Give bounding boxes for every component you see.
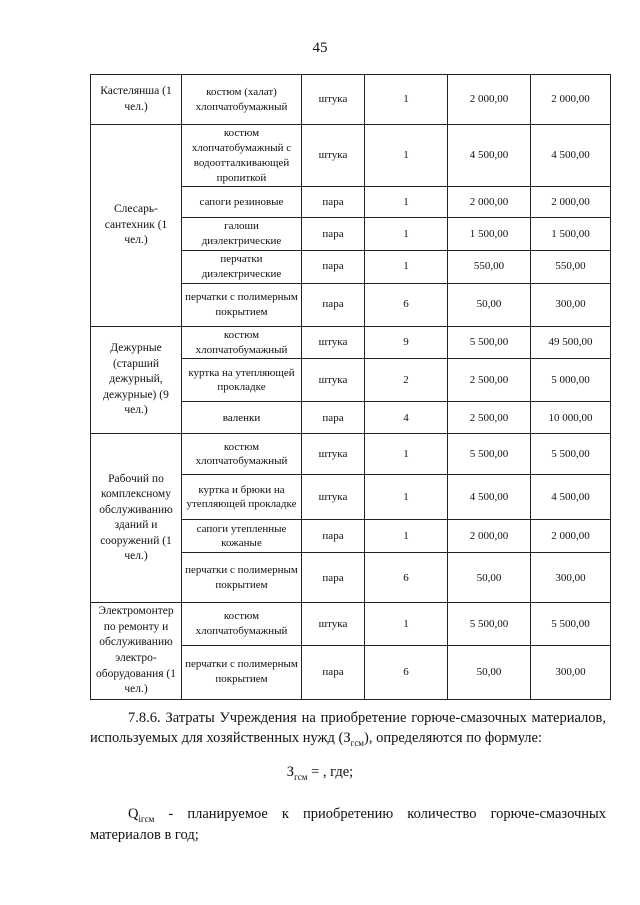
unit-cell: штука: [302, 75, 365, 125]
item-cell: куртка на утепляющей прокладке: [182, 359, 302, 402]
total-cell: 300,00: [531, 645, 611, 699]
item-cell: костюм хлопчатобумажный: [182, 326, 302, 359]
total-cell: 5 500,00: [531, 603, 611, 645]
qty-cell: 1: [365, 218, 448, 251]
quantity-definition-paragraph: $Q_{iгсм}$ - планируемое к приобретению количество горюче-смазочных материалов в год;: [90, 806, 606, 844]
total-cell: 49 500,00: [531, 326, 611, 359]
unit-cell: пара: [302, 553, 365, 603]
total-cell: 5 000,00: [531, 359, 611, 402]
item-cell: костюм (халат) хлопчатобумажный: [182, 75, 302, 125]
qty-cell: 6: [365, 645, 448, 699]
qty-cell: 1: [365, 251, 448, 284]
unit-cell: штука: [302, 434, 365, 475]
total-cell: 10 000,00: [531, 402, 611, 434]
total-cell: 4 500,00: [531, 475, 611, 520]
unit-cell: пара: [302, 187, 365, 218]
total-cell: 2 000,00: [531, 75, 611, 125]
total-cell: 2 000,00: [531, 520, 611, 553]
total-cell: 300,00: [531, 553, 611, 603]
qty-cell: 4: [365, 402, 448, 434]
unit-cell: штука: [302, 326, 365, 359]
total-cell: 2 000,00: [531, 187, 611, 218]
item-cell: сапоги утепленные кожаные: [182, 520, 302, 553]
unit-cell: штука: [302, 475, 365, 520]
price-cell: 4 500,00: [448, 125, 531, 187]
unit-cell: пара: [302, 645, 365, 699]
unit-cell: пара: [302, 251, 365, 284]
item-cell: перчатки диэлектрические: [182, 251, 302, 284]
total-cell: 1 500,00: [531, 218, 611, 251]
price-cell: 5 500,00: [448, 434, 531, 475]
total-cell: 5 500,00: [531, 434, 611, 475]
position-cell: Кастелянша (1 чел.): [91, 75, 182, 125]
table-row: [91, 603, 611, 645]
price-cell: 50,00: [448, 553, 531, 603]
qty-cell: 1: [365, 75, 448, 125]
section-7-8-6-paragraph: 7.8.6. Затраты Учреждения на приобретение горюче-смазочных материалов, используемых для хозяйственных нужд $(З_{гсм})$, определяются по формуле:: [90, 710, 606, 749]
item-cell: перчатки с полимерным покрытием: [182, 553, 302, 603]
uniform-norms-table: [90, 74, 611, 700]
total-cell: 300,00: [531, 283, 611, 326]
price-cell: 5 500,00: [448, 326, 531, 359]
price-cell: 550,00: [448, 251, 531, 284]
qty-cell: 1: [365, 434, 448, 475]
unit-cell: пара: [302, 218, 365, 251]
unit-cell: штука: [302, 125, 365, 187]
qty-cell: 1: [365, 125, 448, 187]
total-cell: 550,00: [531, 251, 611, 284]
item-cell: костюм хлопчатобумажный: [182, 603, 302, 645]
unit-cell: пара: [302, 283, 365, 326]
item-cell: валенки: [182, 402, 302, 434]
price-cell: 2 000,00: [448, 187, 531, 218]
price-cell: 4 500,00: [448, 475, 531, 520]
qty-cell: 1: [365, 603, 448, 645]
unit-cell: штука: [302, 603, 365, 645]
qty-cell: 1: [365, 520, 448, 553]
total-cell: 4 500,00: [531, 125, 611, 187]
item-cell: перчатки с полимерным покрытием: [182, 283, 302, 326]
unit-cell: пара: [302, 520, 365, 553]
position-cell: Электромонтер по ремонту и обслуживанию электро-оборудования (1 чел.): [91, 603, 182, 699]
table-row: [91, 326, 611, 359]
formula-line: $З_{гсм}$ = , где;: [286, 764, 354, 782]
item-cell: костюм хлопчатобумажный: [182, 434, 302, 475]
price-cell: 5 500,00: [448, 603, 531, 645]
unit-cell: штука: [302, 359, 365, 402]
price-cell: 1 500,00: [448, 218, 531, 251]
item-cell: сапоги резиновые: [182, 187, 302, 218]
qty-cell: 6: [365, 283, 448, 326]
price-cell: 50,00: [448, 645, 531, 699]
item-cell: костюм хлопчатобумажный с водоотталкивающей пропиткой: [182, 125, 302, 187]
price-cell: 2 000,00: [448, 75, 531, 125]
qty-cell: 1: [365, 475, 448, 520]
unit-cell: пара: [302, 402, 365, 434]
item-cell: галоши диэлектрические: [182, 218, 302, 251]
table-row: [91, 125, 611, 187]
qty-cell: 6: [365, 553, 448, 603]
table-row: [91, 75, 611, 125]
position-cell: Рабочий по комплексному обслуживанию зданий и сооружений (1 чел.): [91, 434, 182, 603]
qty-cell: 1: [365, 187, 448, 218]
page-number: 45: [312, 40, 328, 56]
price-cell: 50,00: [448, 283, 531, 326]
position-cell: Слесарь-сантехник (1 чел.): [91, 125, 182, 327]
item-cell: перчатки с полимерным покрытием: [182, 645, 302, 699]
table-row: [91, 434, 611, 475]
qty-cell: 9: [365, 326, 448, 359]
price-cell: 2 500,00: [448, 402, 531, 434]
price-cell: 2 000,00: [448, 520, 531, 553]
qty-cell: 2: [365, 359, 448, 402]
item-cell: куртка и брюки на утепляющей прокладке: [182, 475, 302, 520]
position-cell: Дежурные (старший дежурный, дежурные) (9 чел.): [91, 326, 182, 434]
price-cell: 2 500,00: [448, 359, 531, 402]
